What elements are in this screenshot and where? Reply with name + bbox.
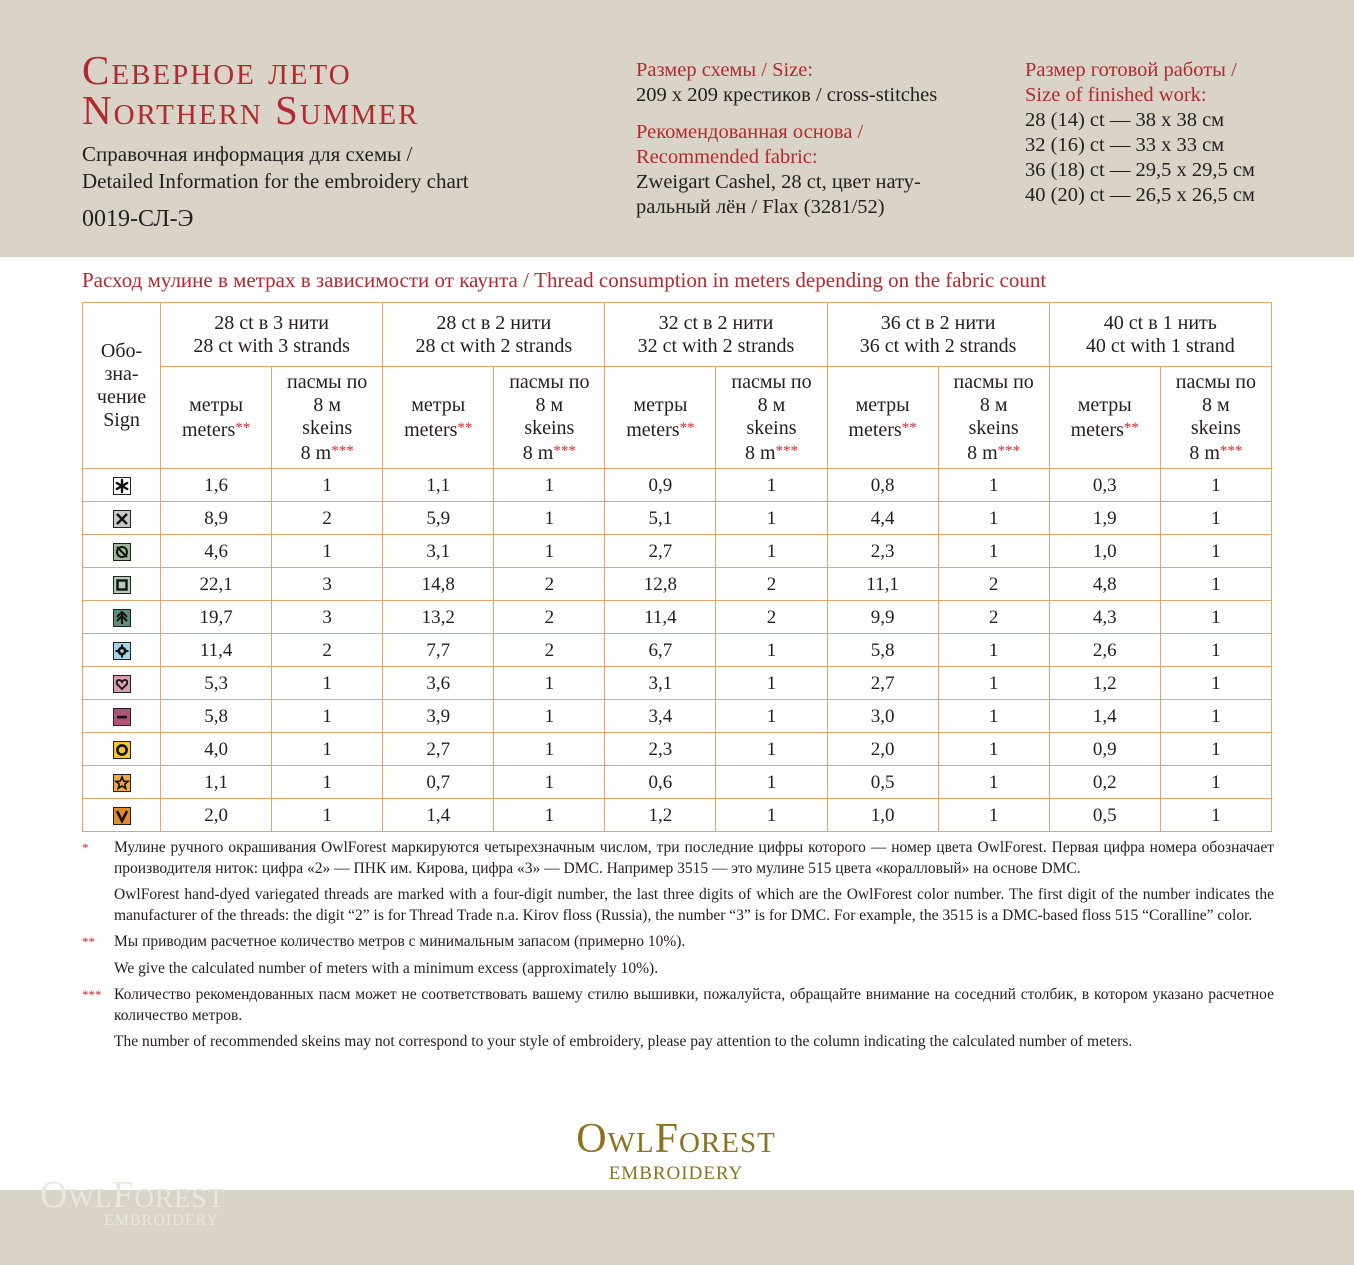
meters-cell: 4,3 bbox=[1049, 601, 1160, 634]
meters-header-ru: метры bbox=[855, 393, 910, 416]
meters-cell: 5,1 bbox=[605, 502, 716, 535]
footnotes bbox=[82, 838, 1274, 1059]
meters-cell: 1,2 bbox=[1049, 667, 1160, 700]
meters-cell: 14,8 bbox=[383, 568, 494, 601]
meters-header-en: meters bbox=[1070, 418, 1124, 441]
skeins-header-en: 8 m bbox=[522, 441, 554, 464]
title-ru: Северное лето bbox=[82, 47, 352, 93]
finished-row: 28 (14) ct — 38 x 38 см bbox=[1025, 109, 1225, 131]
table-row bbox=[83, 634, 1272, 667]
sign-cell bbox=[83, 469, 161, 502]
skeins-cell: 1 bbox=[494, 667, 605, 700]
meters-cell: 5,3 bbox=[161, 667, 272, 700]
sign-cell bbox=[83, 700, 161, 733]
skeins-header-en-line bbox=[939, 440, 1049, 465]
chart-code: 0019-СЛ-Э bbox=[82, 206, 194, 232]
tree-icon bbox=[113, 607, 131, 628]
skeins-cell: 1 bbox=[272, 799, 383, 832]
footnote-mark: *** bbox=[82, 987, 102, 1002]
chart-size-info bbox=[636, 58, 937, 108]
square-icon bbox=[113, 574, 131, 595]
skeins-cell: 2 bbox=[272, 502, 383, 535]
skeins-cell: 1 bbox=[1160, 733, 1271, 766]
sign-cell bbox=[83, 667, 161, 700]
footnote-ru: Мулине ручного окрашивания OwlForest маркируются четырехзначным числом, три последние цифры которого — номер цвета OwlForest. Первая цифра номера обозначает производителя ниток: цифра «2» — ПНК им. Кирова, цифра «3» — DMC. Например 3515 — это мулине 515 цвета «коралловый» на основе DMC. bbox=[114, 839, 1274, 877]
sign-cell bbox=[83, 502, 161, 535]
skeins-header-ru: 8 м bbox=[313, 393, 341, 416]
group-header bbox=[605, 303, 827, 367]
footnote-ref: *** bbox=[1219, 442, 1243, 459]
table-row bbox=[83, 502, 1272, 535]
meters-header-en-line bbox=[383, 417, 493, 442]
meters-header-en-line bbox=[1050, 417, 1160, 442]
gear-flower-icon bbox=[113, 640, 131, 661]
meters-cell: 12,8 bbox=[605, 568, 716, 601]
asterisk-icon bbox=[113, 475, 131, 496]
footnote-en: We give the calculated number of meters with a minimum excess (approximately 10%). bbox=[114, 959, 659, 977]
group-header bbox=[161, 303, 383, 367]
meters-header-en-line bbox=[605, 417, 715, 442]
skeins-header-ru: пасмы по bbox=[509, 370, 590, 393]
skeins-header-ru: 8 м bbox=[757, 393, 786, 416]
meters-header-ru: метры bbox=[633, 393, 688, 416]
finished-label-en: Size of finished work: bbox=[1025, 84, 1207, 106]
footnote-en: OwlForest hand-dyed variegated threads are marked with a four-digit number, the last three digits of which are the OwlForest color number. The first digit of the number indicates the manufacturer of the threads: the digit “2” is for Thread Trade n.a. Kirov floss (Russia), the number “3” is for DMC. For example, the 3515 is a DMC-based floss 515 “Coralline” color. bbox=[114, 886, 1274, 924]
skeins-cell: 2 bbox=[716, 601, 827, 634]
skeins-cell: 1 bbox=[494, 502, 605, 535]
skeins-header-en: skeins bbox=[524, 416, 575, 439]
chart-size-label: Размер схемы / Size: bbox=[636, 59, 814, 81]
fabric-info bbox=[636, 120, 921, 220]
meters-cell: 1,1 bbox=[161, 766, 272, 799]
meters-header-en: meters bbox=[626, 418, 680, 441]
meters-cell: 0,9 bbox=[1049, 733, 1160, 766]
watermark-tagline: EMBROIDERY bbox=[104, 1212, 219, 1229]
skeins-cell: 2 bbox=[494, 634, 605, 667]
meters-header-en: meters bbox=[848, 418, 902, 441]
cross-box-icon bbox=[113, 508, 131, 529]
skeins-header-ru: пасмы по bbox=[731, 370, 812, 393]
meters-cell: 7,7 bbox=[383, 634, 494, 667]
group-header bbox=[383, 303, 605, 367]
heart-icon bbox=[113, 673, 131, 694]
meters-cell: 1,0 bbox=[827, 799, 938, 832]
skeins-header-en: skeins bbox=[1190, 416, 1241, 439]
footnote-ref: ** bbox=[457, 419, 473, 436]
skeins-header-en: 8 m bbox=[967, 441, 998, 464]
skeins-cell: 1 bbox=[938, 799, 1049, 832]
table-row bbox=[83, 799, 1272, 832]
meters-header-en: meters bbox=[181, 418, 236, 441]
skeins-cell: 1 bbox=[716, 733, 827, 766]
meters-cell: 2,0 bbox=[827, 733, 938, 766]
meters-header bbox=[383, 367, 494, 469]
meters-cell: 2,7 bbox=[827, 667, 938, 700]
skeins-header-en: skeins bbox=[968, 416, 1019, 439]
footnote-ref: *** bbox=[997, 442, 1021, 459]
skeins-cell: 1 bbox=[716, 700, 827, 733]
skeins-header-en: skeins bbox=[302, 416, 353, 439]
footnote-ref: ** bbox=[679, 419, 695, 436]
skeins-header-ru: 8 м bbox=[535, 393, 564, 416]
footnote bbox=[82, 838, 1274, 926]
fabric-label-en: Recommended fabric: bbox=[636, 146, 818, 168]
sign-header bbox=[83, 303, 161, 469]
skeins-cell: 1 bbox=[716, 469, 827, 502]
meters-cell: 4,8 bbox=[1049, 568, 1160, 601]
skeins-cell: 1 bbox=[716, 535, 827, 568]
meters-cell: 0,6 bbox=[605, 766, 716, 799]
skeins-cell: 1 bbox=[1160, 568, 1271, 601]
skeins-cell: 1 bbox=[494, 700, 605, 733]
footnote-ru: Мы приводим расчетное количество метров с минимальным запасом (примерно 10%). bbox=[114, 933, 686, 950]
skeins-header-en: 8 m bbox=[300, 441, 332, 464]
skeins-cell: 1 bbox=[938, 502, 1049, 535]
meters-header bbox=[827, 367, 938, 469]
group-header bbox=[1049, 303, 1271, 367]
skeins-header-ru: 8 м bbox=[979, 393, 1008, 416]
skeins-cell: 1 bbox=[938, 667, 1049, 700]
footnote-mark: ** bbox=[82, 934, 95, 949]
skeins-header-en: 8 m bbox=[744, 441, 776, 464]
meters-cell: 8,9 bbox=[161, 502, 272, 535]
skeins-cell: 1 bbox=[716, 502, 827, 535]
sign-cell bbox=[83, 799, 161, 832]
table-row bbox=[83, 733, 1272, 766]
meters-header bbox=[1049, 367, 1160, 469]
group-header-ru: 36 ct в 2 нити bbox=[880, 311, 996, 334]
meters-cell: 4,4 bbox=[827, 502, 938, 535]
skeins-cell: 1 bbox=[272, 469, 383, 502]
skeins-header-en-line bbox=[716, 440, 826, 465]
chart-size-value: 209 x 209 крестиков / cross-stitches bbox=[636, 84, 938, 106]
fabric-value-2: ральный лён / Flax (3281/52) bbox=[636, 196, 885, 218]
sign-cell bbox=[83, 535, 161, 568]
meters-cell: 0,5 bbox=[1049, 799, 1160, 832]
meters-cell: 2,7 bbox=[605, 535, 716, 568]
skeins-cell: 1 bbox=[716, 634, 827, 667]
meters-cell: 2,0 bbox=[161, 799, 272, 832]
group-header-ru: 28 ct в 2 нити bbox=[436, 311, 552, 334]
skeins-cell: 1 bbox=[1160, 700, 1271, 733]
meters-cell: 1,2 bbox=[605, 799, 716, 832]
meters-header-en: meters bbox=[404, 418, 458, 441]
skeins-cell: 1 bbox=[272, 700, 383, 733]
meters-cell: 1,0 bbox=[1049, 535, 1160, 568]
footnote-ru: Количество рекомендованных пасм может не соответствовать вашему стилю вышивки, пожалуйста, обращайте внимание на соседний столбик, в котором указано расчетное количество метров. bbox=[114, 986, 1274, 1024]
skeins-cell: 1 bbox=[1160, 667, 1271, 700]
meters-cell: 4,0 bbox=[161, 733, 272, 766]
group-header-ru: 32 ct в 2 нити bbox=[658, 311, 774, 334]
skeins-header-en: 8 m bbox=[1189, 441, 1220, 464]
skeins-cell: 1 bbox=[1160, 469, 1271, 502]
footnote-ref: *** bbox=[775, 442, 799, 459]
group-header-en: 36 ct with 2 strands bbox=[859, 334, 1017, 357]
skeins-header bbox=[716, 367, 827, 469]
group-header-en: 28 ct with 2 strands bbox=[415, 334, 573, 357]
footnote-mark: * bbox=[82, 840, 89, 855]
watermark-logo: OwlForest bbox=[40, 1174, 226, 1216]
skeins-cell: 1 bbox=[1160, 799, 1271, 832]
table-row bbox=[83, 700, 1272, 733]
meters-cell: 1,9 bbox=[1049, 502, 1160, 535]
table-row bbox=[83, 667, 1272, 700]
sign-cell bbox=[83, 568, 161, 601]
skeins-cell: 3 bbox=[272, 568, 383, 601]
meters-header-ru: метры bbox=[189, 393, 244, 416]
skeins-header-ru: пасмы по bbox=[1175, 370, 1257, 393]
meters-header-en-line bbox=[161, 417, 271, 442]
skeins-header bbox=[494, 367, 605, 469]
skeins-header bbox=[1160, 367, 1271, 469]
skeins-cell: 1 bbox=[1160, 766, 1271, 799]
meters-cell: 3,4 bbox=[605, 700, 716, 733]
skeins-cell: 1 bbox=[1160, 601, 1271, 634]
circle-icon bbox=[113, 739, 131, 760]
subtitle-en: Detailed Information for the embroidery chart bbox=[82, 169, 469, 193]
brand-logo: OwlForest bbox=[576, 1116, 776, 1162]
footnote-ref: *** bbox=[331, 442, 354, 459]
meters-cell: 11,1 bbox=[827, 568, 938, 601]
meters-cell: 9,9 bbox=[827, 601, 938, 634]
subtitle bbox=[82, 141, 469, 195]
footnote-ref: ** bbox=[235, 419, 251, 436]
subheader-row bbox=[83, 367, 1272, 469]
group-header-en: 40 ct with 1 strand bbox=[1085, 334, 1235, 357]
title-en: Northern Summer bbox=[82, 87, 420, 133]
sign-header-line: зна- bbox=[104, 362, 139, 385]
skeins-header-ru: 8 м bbox=[1202, 393, 1230, 416]
skeins-header-ru: пасмы по bbox=[953, 370, 1034, 393]
meters-cell: 0,3 bbox=[1049, 469, 1160, 502]
footnote bbox=[82, 932, 1274, 979]
skeins-cell: 2 bbox=[494, 568, 605, 601]
meters-header-en-line bbox=[828, 417, 938, 442]
skeins-cell: 1 bbox=[494, 535, 605, 568]
skeins-cell: 2 bbox=[494, 601, 605, 634]
meters-cell: 2,3 bbox=[827, 535, 938, 568]
skeins-cell: 1 bbox=[272, 733, 383, 766]
sign-header-line: Обо- bbox=[100, 339, 143, 362]
finished-row: 36 (18) ct — 29,5 x 29,5 см bbox=[1025, 159, 1255, 181]
table-body bbox=[83, 469, 1272, 832]
meters-cell: 1,4 bbox=[383, 799, 494, 832]
meters-cell: 3,0 bbox=[827, 700, 938, 733]
skeins-cell: 1 bbox=[938, 766, 1049, 799]
skeins-cell: 1 bbox=[494, 799, 605, 832]
meters-cell: 6,7 bbox=[605, 634, 716, 667]
skeins-cell: 1 bbox=[272, 535, 383, 568]
meters-cell: 3,1 bbox=[383, 535, 494, 568]
meters-header-ru: метры bbox=[411, 393, 466, 416]
group-header-ru: 28 ct в 3 нити bbox=[214, 311, 329, 334]
meters-cell: 3,1 bbox=[605, 667, 716, 700]
meters-header bbox=[605, 367, 716, 469]
skeins-cell: 2 bbox=[938, 568, 1049, 601]
skeins-header-en-line bbox=[1161, 440, 1271, 465]
skeins-cell: 1 bbox=[938, 535, 1049, 568]
skeins-cell: 1 bbox=[938, 469, 1049, 502]
table-row bbox=[83, 601, 1272, 634]
meters-cell: 0,8 bbox=[827, 469, 938, 502]
skeins-cell: 1 bbox=[716, 766, 827, 799]
meters-cell: 3,6 bbox=[383, 667, 494, 700]
skeins-header-ru: пасмы по bbox=[287, 370, 368, 393]
skeins-cell: 1 bbox=[272, 766, 383, 799]
meters-cell: 11,4 bbox=[605, 601, 716, 634]
finished-label-ru: Размер готовой работы / bbox=[1025, 59, 1237, 81]
group-header-en: 28 ct with 3 strands bbox=[193, 334, 350, 357]
skeins-header-en-line bbox=[272, 440, 382, 465]
meters-cell: 13,2 bbox=[383, 601, 494, 634]
meters-cell: 1,4 bbox=[1049, 700, 1160, 733]
page-title bbox=[82, 47, 420, 133]
meters-cell: 1,1 bbox=[383, 469, 494, 502]
meters-cell: 0,5 bbox=[827, 766, 938, 799]
fabric-value-1: Zweigart Cashel, 28 ct, цвет нату- bbox=[636, 171, 921, 193]
skeins-cell: 1 bbox=[494, 469, 605, 502]
skeins-cell: 2 bbox=[938, 601, 1049, 634]
finished-row: 32 (16) ct — 33 x 33 см bbox=[1025, 134, 1225, 156]
brand-tagline: EMBROIDERY bbox=[608, 1163, 744, 1184]
table-row bbox=[83, 535, 1272, 568]
footnote-ref: *** bbox=[553, 442, 576, 459]
skeins-header bbox=[938, 367, 1049, 469]
skeins-cell: 2 bbox=[716, 568, 827, 601]
footnote bbox=[82, 985, 1274, 1053]
skeins-cell: 1 bbox=[938, 700, 1049, 733]
skeins-cell: 2 bbox=[272, 634, 383, 667]
skeins-cell: 1 bbox=[716, 667, 827, 700]
subtitle-ru: Справочная информация для схемы / bbox=[82, 142, 413, 166]
sign-header-line: Sign bbox=[103, 408, 140, 431]
v-letter-icon bbox=[113, 805, 131, 826]
footnote-ref: ** bbox=[1123, 419, 1139, 436]
meters-cell: 2,7 bbox=[383, 733, 494, 766]
meters-cell: 0,2 bbox=[1049, 766, 1160, 799]
skeins-cell: 1 bbox=[1160, 535, 1271, 568]
minus-icon bbox=[113, 706, 131, 727]
meters-cell: 11,4 bbox=[161, 634, 272, 667]
finished-size-info bbox=[1025, 58, 1255, 208]
section-title: Расход мулине в метрах в зависимости от каунта / Thread consumption in meters depending on the fabric count bbox=[82, 268, 1047, 292]
fabric-label-ru: Рекомендованная основа / bbox=[636, 121, 864, 143]
skeins-cell: 1 bbox=[494, 766, 605, 799]
meters-cell: 4,6 bbox=[161, 535, 272, 568]
leaf-circle-icon bbox=[113, 541, 131, 562]
meters-cell: 5,8 bbox=[161, 700, 272, 733]
skeins-cell: 1 bbox=[1160, 634, 1271, 667]
star-icon bbox=[113, 772, 131, 793]
footnote-ref: ** bbox=[901, 419, 917, 436]
meters-cell: 2,6 bbox=[1049, 634, 1160, 667]
table-row bbox=[83, 568, 1272, 601]
table-row bbox=[83, 469, 1272, 502]
meters-cell: 0,7 bbox=[383, 766, 494, 799]
skeins-header-en: skeins bbox=[746, 416, 797, 439]
skeins-cell: 1 bbox=[272, 667, 383, 700]
thread-consumption-table bbox=[82, 302, 1272, 832]
footnote-en: The number of recommended skeins may not correspond to your style of embroidery, please pay attention to the column indicating the calculated number of meters. bbox=[114, 1033, 1133, 1050]
meters-cell: 19,7 bbox=[161, 601, 272, 634]
group-header-en: 32 ct with 2 strands bbox=[637, 334, 795, 357]
skeins-header-en-line bbox=[494, 440, 604, 465]
sign-header-line: чение bbox=[96, 385, 147, 408]
skeins-cell: 3 bbox=[272, 601, 383, 634]
meters-cell: 5,9 bbox=[383, 502, 494, 535]
skeins-cell: 1 bbox=[938, 634, 1049, 667]
sign-cell bbox=[83, 601, 161, 634]
group-header-ru: 40 ct в 1 нить bbox=[1103, 311, 1217, 334]
sign-cell bbox=[83, 634, 161, 667]
finished-row: 40 (20) ct — 26,5 x 26,5 см bbox=[1025, 184, 1255, 206]
skeins-cell: 1 bbox=[716, 799, 827, 832]
meters-cell: 5,8 bbox=[827, 634, 938, 667]
group-header bbox=[827, 303, 1049, 367]
sign-cell bbox=[83, 766, 161, 799]
meters-cell: 22,1 bbox=[161, 568, 272, 601]
table-row bbox=[83, 766, 1272, 799]
skeins-cell: 1 bbox=[494, 733, 605, 766]
meters-cell: 0,9 bbox=[605, 469, 716, 502]
skeins-header bbox=[272, 367, 383, 469]
skeins-cell: 1 bbox=[938, 733, 1049, 766]
meters-cell: 2,3 bbox=[605, 733, 716, 766]
meters-header bbox=[161, 367, 272, 469]
sign-cell bbox=[83, 733, 161, 766]
skeins-cell: 1 bbox=[1160, 502, 1271, 535]
meters-cell: 3,9 bbox=[383, 700, 494, 733]
meters-header-ru: метры bbox=[1077, 393, 1132, 416]
meters-cell: 1,6 bbox=[161, 469, 272, 502]
